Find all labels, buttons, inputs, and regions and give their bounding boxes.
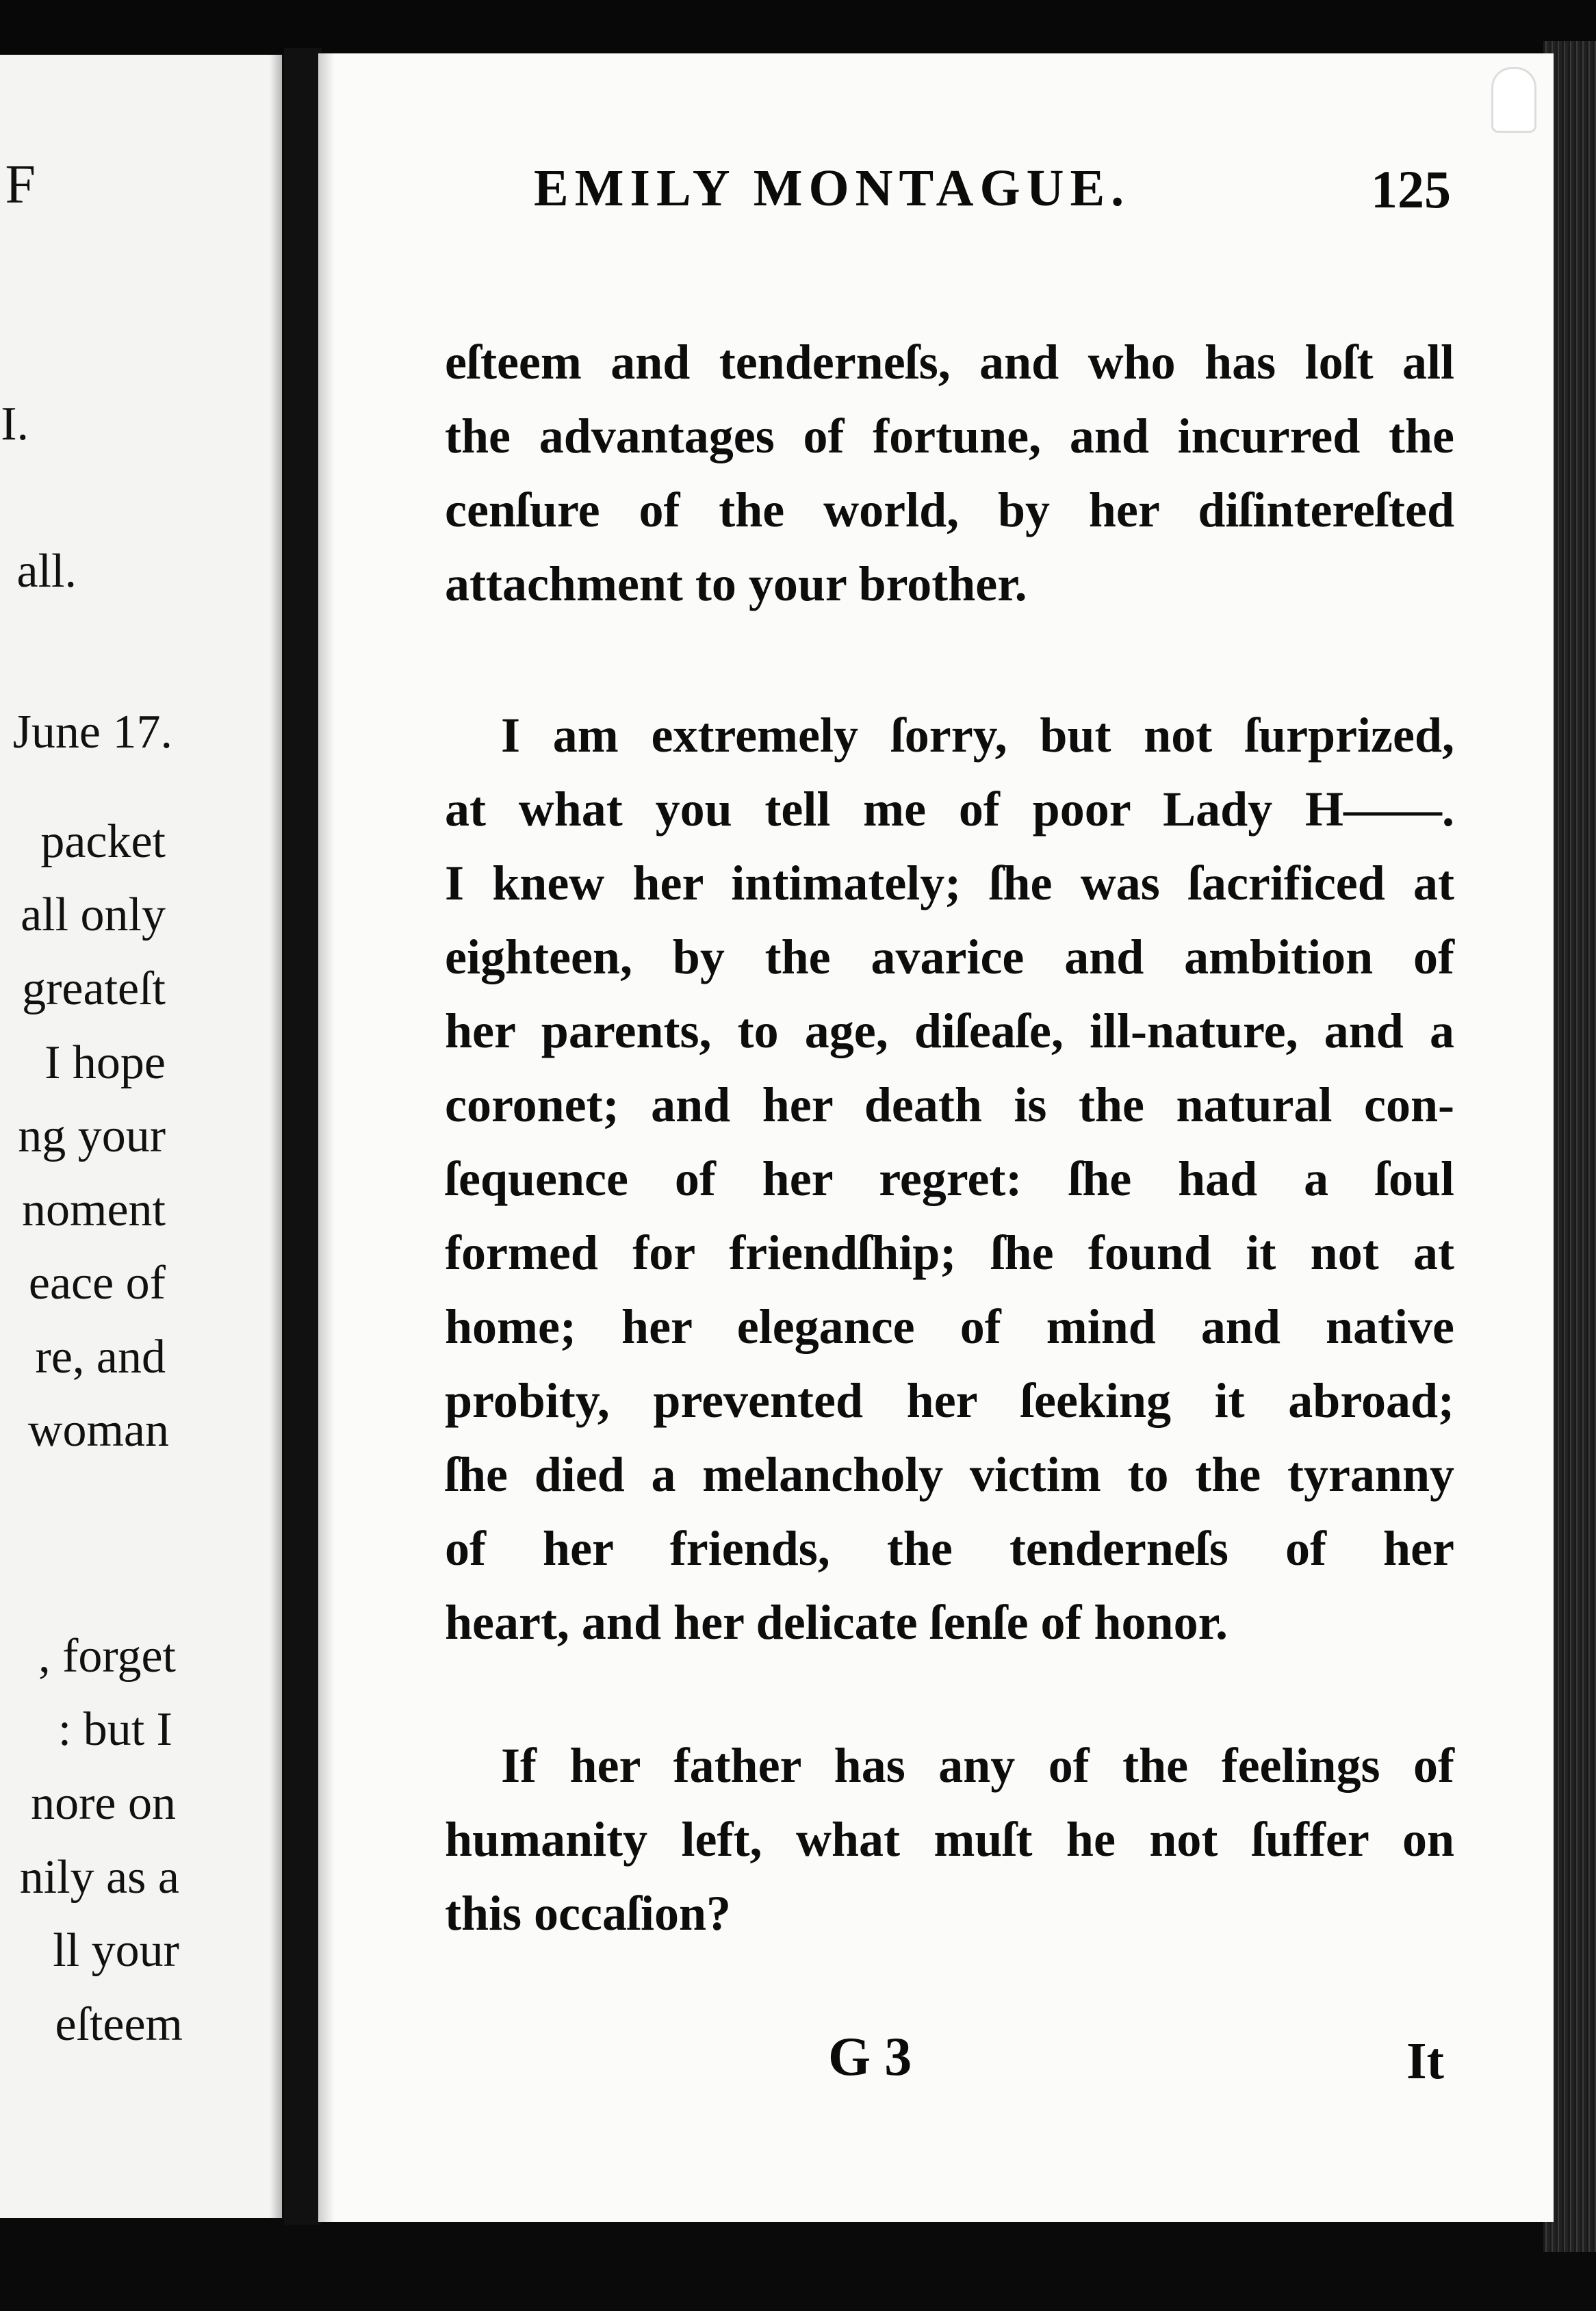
- left-line: all only: [21, 889, 166, 941]
- left-line: re, and: [35, 1331, 166, 1383]
- text-line: attachment to your brother.: [445, 557, 1027, 611]
- text-line: this occaſion?: [445, 1886, 732, 1941]
- text-line: ſequence of her regret: ſhe had a ſoul: [445, 1151, 1454, 1206]
- catchword: It: [1406, 2032, 1444, 2090]
- text-line: ſhe died a melancholy victim to the tyranny: [445, 1447, 1454, 1502]
- left-line: all.: [16, 545, 77, 598]
- left-line: I hope: [44, 1036, 166, 1089]
- scan-border-top: [0, 0, 1596, 55]
- text-line: probity, prevented her ſeeking it abroad;: [445, 1373, 1454, 1428]
- page-shadow: [270, 55, 282, 2218]
- left-line: F: [5, 155, 36, 215]
- text-line: If her father has any of the feelings of: [501, 1738, 1454, 1793]
- left-line: woman: [27, 1404, 169, 1457]
- left-line: noment: [22, 1184, 166, 1236]
- text-line: I am extremely ſorry, but not ſurprized,: [501, 708, 1454, 763]
- text-line: cenſure of the world, by her diſintereſted: [445, 483, 1454, 537]
- text-line: eighteen, by the avarice and ambition of: [445, 930, 1454, 984]
- left-line: ng your: [18, 1110, 166, 1162]
- left-line: greateſt: [22, 962, 166, 1015]
- paragraph: [445, 1728, 1454, 1950]
- text-line: the advantages of fortune, and incurred the: [445, 409, 1454, 463]
- left-line: June 17.: [12, 706, 172, 758]
- text-line: home; her elegance of mind and native: [445, 1299, 1454, 1354]
- scan-border-bottom: [0, 2218, 1596, 2311]
- text-line: heart, and her delicate ſenſe of honor.: [445, 1595, 1228, 1650]
- running-title: EMILY MONTAGUE.: [534, 159, 1131, 217]
- page-corner-tab: [1491, 67, 1536, 133]
- book-gutter: [284, 48, 322, 2225]
- page-number: 125: [1371, 159, 1451, 219]
- text-line: eſteem and tenderneſs, and who has loſt all: [445, 335, 1454, 390]
- left-line: eſteem: [55, 1998, 183, 2051]
- left-line: I.: [1, 398, 29, 450]
- left-line: nily as a: [19, 1851, 179, 1904]
- paragraph: [445, 698, 1454, 1659]
- left-page: [0, 55, 282, 2218]
- text-line: coronet; and her death is the natural con-: [445, 1077, 1454, 1132]
- text-line: formed for friendſhip; ſhe found it not at: [445, 1225, 1454, 1280]
- page-curl-shadow: [318, 53, 335, 2222]
- left-line: , forget: [38, 1630, 176, 1683]
- left-line: : but I: [57, 1703, 172, 1756]
- left-line: packet: [40, 815, 166, 868]
- text-line: her parents, to age, diſeaſe, ill-nature, and a: [445, 1004, 1454, 1058]
- text-line: of her friends, the tenderneſs of her: [445, 1521, 1454, 1576]
- left-line: nore on: [31, 1777, 176, 1830]
- left-line: ll your: [53, 1924, 179, 1977]
- paragraph: [445, 325, 1454, 621]
- text-line: at what you tell me of poor Lady H——.: [445, 782, 1454, 837]
- left-line: eace of: [28, 1257, 166, 1310]
- text-line: humanity left, what muſt he not ſuffer on: [445, 1812, 1454, 1867]
- text-line: I knew her intimately; ſhe was ſacrificed at: [445, 856, 1454, 910]
- signature-mark: G 3: [828, 2027, 912, 2087]
- running-header: [534, 159, 1451, 234]
